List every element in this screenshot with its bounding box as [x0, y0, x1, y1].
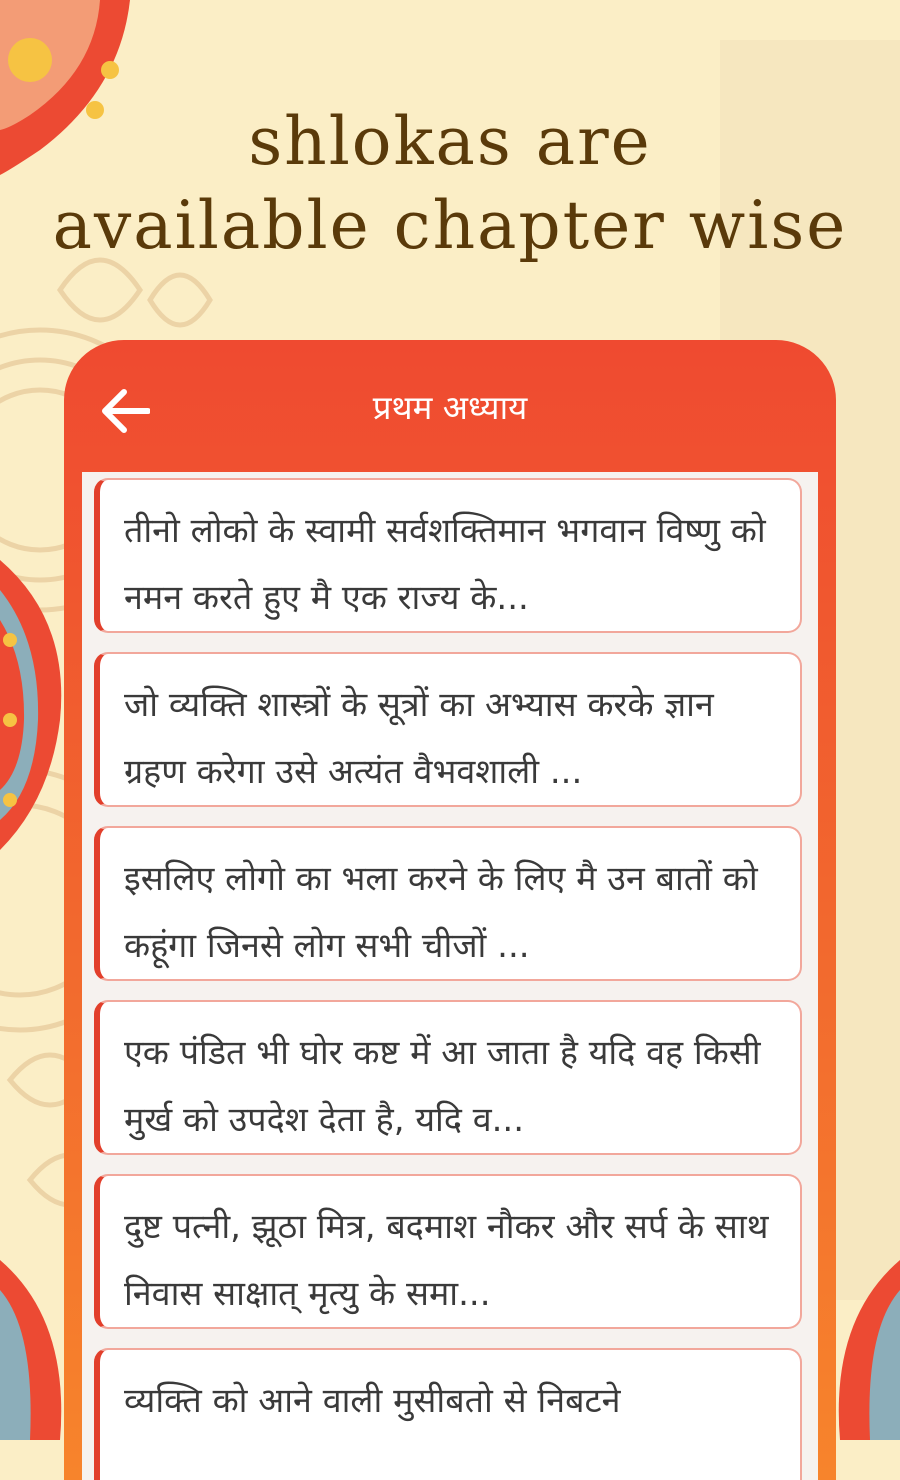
shloka-item[interactable]: [94, 1348, 802, 1480]
shloka-text: एक पंडित भी घोर कष्ट में आ जाता है यदि वह किसी मुर्ख को उपदेश देता है, यदि व...: [124, 1033, 761, 1140]
shloka-text: व्यक्ति को आने वाली मुसीबतो से निबटने: [124, 1381, 621, 1421]
shloka-item[interactable]: [94, 1174, 802, 1329]
promo-headline: [0, 100, 900, 268]
promo-headline-line2: available chapter wise: [52, 187, 848, 264]
promo-headline-line1: shlokas are: [248, 103, 652, 180]
shloka-text: दुष्ट पत्नी, झूठा मित्र, बदमाश नौकर और सर्प के साथ निवास साक्षात् मृत्यु के समा...: [124, 1207, 769, 1314]
shloka-item[interactable]: [94, 652, 802, 807]
shloka-list[interactable]: [82, 472, 818, 1480]
shloka-text: जो व्यक्ति शास्त्रों के सूत्रों का अभ्यास करके ज्ञान ग्रहण करेगा उसे अत्यंत वैभवशाली ...: [124, 685, 714, 792]
shloka-text: इसलिए लोगो का भला करने के लिए मै उन बातों को कहूंगा जिनसे लोग सभी चीजों ...: [124, 859, 758, 966]
chapter-title: प्रथम अध्याय: [372, 388, 528, 427]
shloka-item[interactable]: [94, 1000, 802, 1155]
app-toolbar: [64, 340, 836, 472]
shloka-item[interactable]: [94, 478, 802, 633]
shloka-item[interactable]: [94, 826, 802, 981]
phone-frame: [64, 340, 836, 1480]
shloka-text: तीनो लोको के स्वामी सर्वशक्तिमान भगवान विष्णु को नमन करते हुए मै एक राज्य के...: [124, 511, 766, 618]
